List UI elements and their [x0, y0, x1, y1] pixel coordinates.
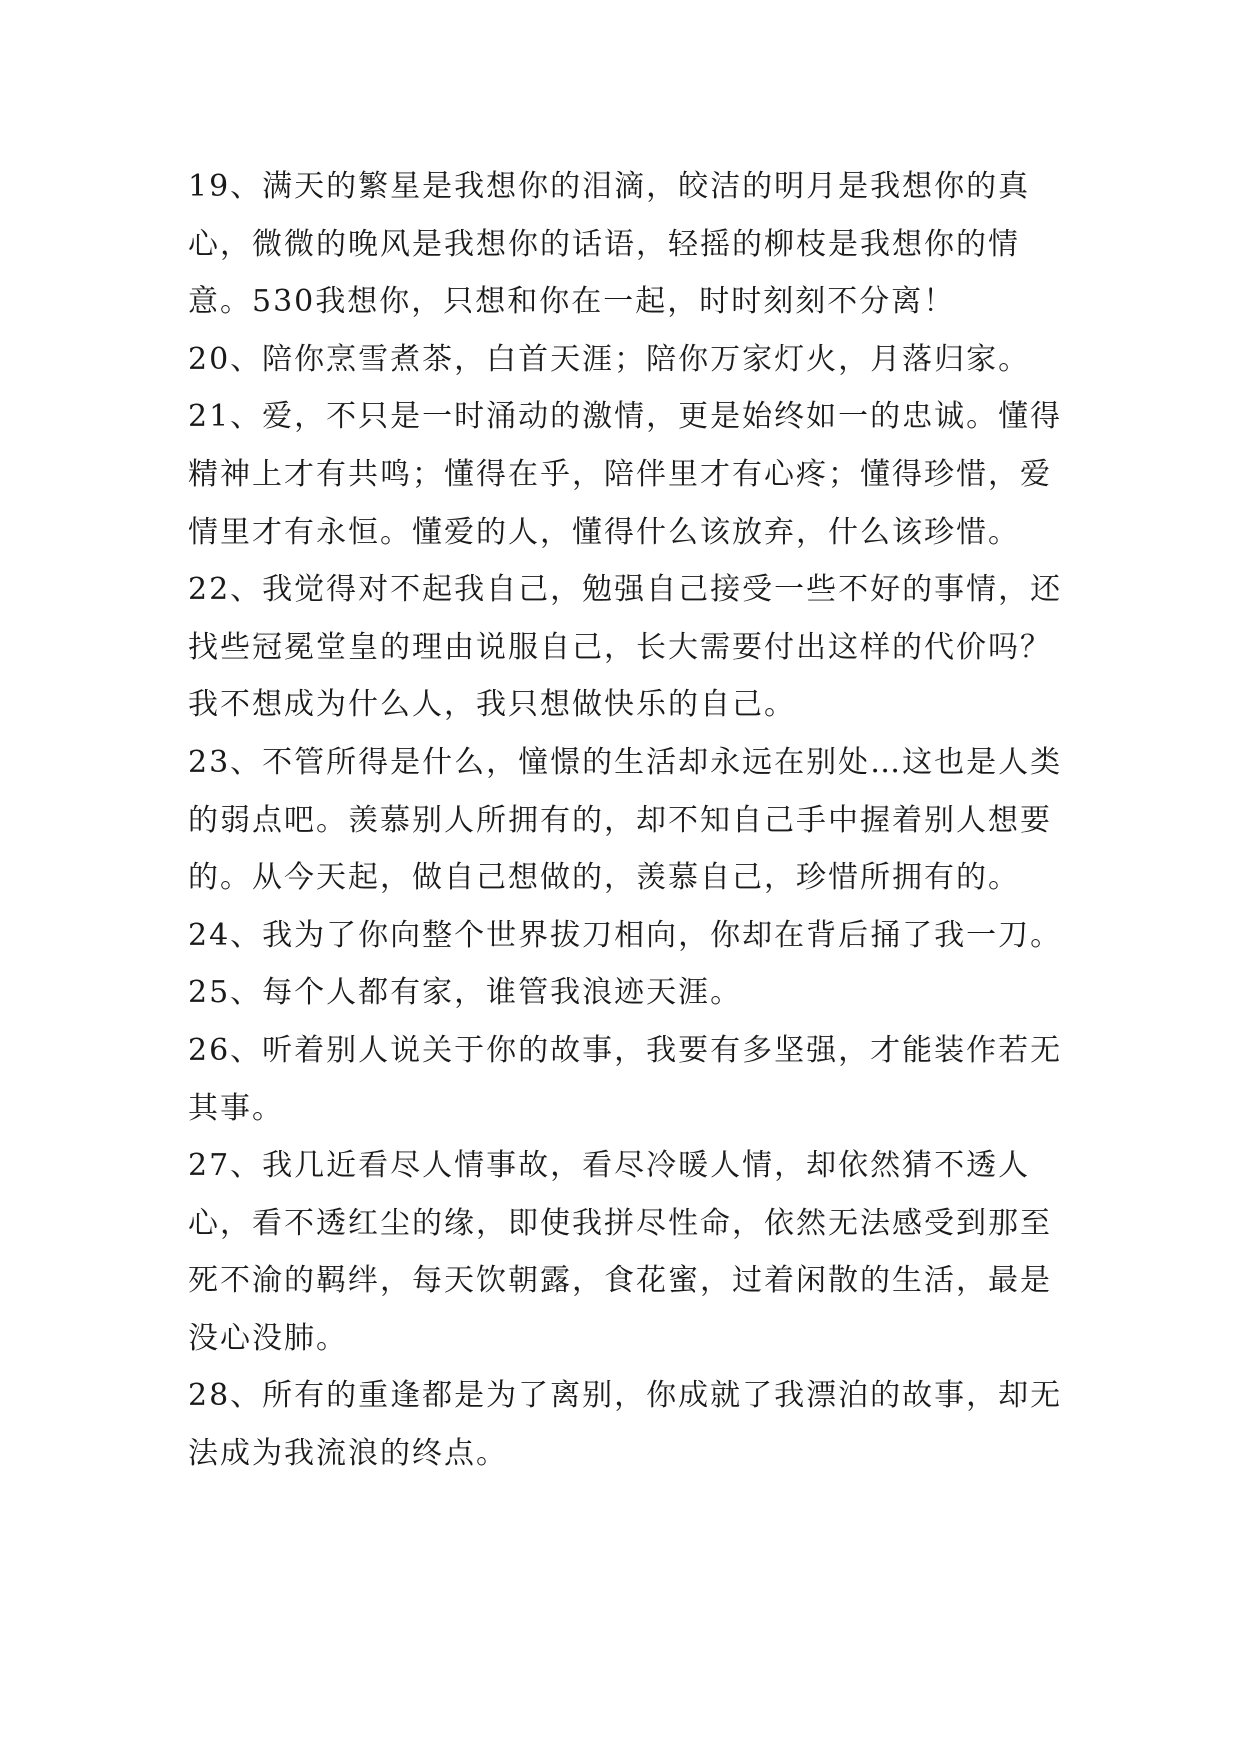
paragraph-24: 24、我为了你向整个世界拔刀相向，你却在背后捅了我一刀。	[188, 917, 1063, 953]
paragraph-25: 25、每个人都有家，谁管我浪迹天涯。	[188, 975, 743, 1011]
paragraph-21: 21、爱，不只是一时涌动的激情，更是始终如一的忠诚。懂得精神上才有共鸣；懂得在乎，陪伴里才有心疼；懂得珍惜，爱情里才有永恒。懂爱的人，懂得什么该放弃，什么该珍惜。	[188, 399, 1063, 550]
document-body	[188, 158, 1068, 1483]
paragraph-28: 28、所有的重逢都是为了离别，你成就了我漂泊的故事，却无法成为我流浪的终点。	[188, 1378, 1063, 1472]
paragraph-26: 26、听着别人说关于你的故事，我要有多坚强，才能装作若无其事。	[188, 1032, 1063, 1126]
paragraph-22: 22、我觉得对不起我自己，勉强自己接受一些不好的事情，还找些冠冕堂皇的理由说服自己，长大需要付出这样的代价吗？我不想成为什么人，我只想做快乐的自己。	[188, 572, 1063, 723]
paragraph-23: 23、不管所得是什么，憧憬的生活却永远在别处…这也是人类的弱点吧。羡慕别人所拥有的，却不知自己手中握着别人想要的。从今天起，做自己想做的，羡慕自己，珍惜所拥有的。	[188, 744, 1063, 896]
paragraph-19: 19、满天的繁星是我想你的泪滴，皎洁的明月是我想你的真心，微微的晚风是我想你的话语，轻摇的柳枝是我想你的情意。530我想你，只想和你在一起，时时刻刻不分离！	[188, 169, 1031, 320]
paragraph-27: 27、我几近看尽人情事故，看尽冷暖人情，却依然猜不透人心，看不透红尘的缘，即使我拼尽性命，依然无法感受到那至死不渝的羁绊，每天饮朝露，食花蜜，过着闲散的生活，最是没心没肺。	[188, 1148, 1052, 1356]
paragraph-20: 20、陪你烹雪煮茶，白首天涯；陪你万家灯火，月落归家。	[188, 341, 1031, 377]
